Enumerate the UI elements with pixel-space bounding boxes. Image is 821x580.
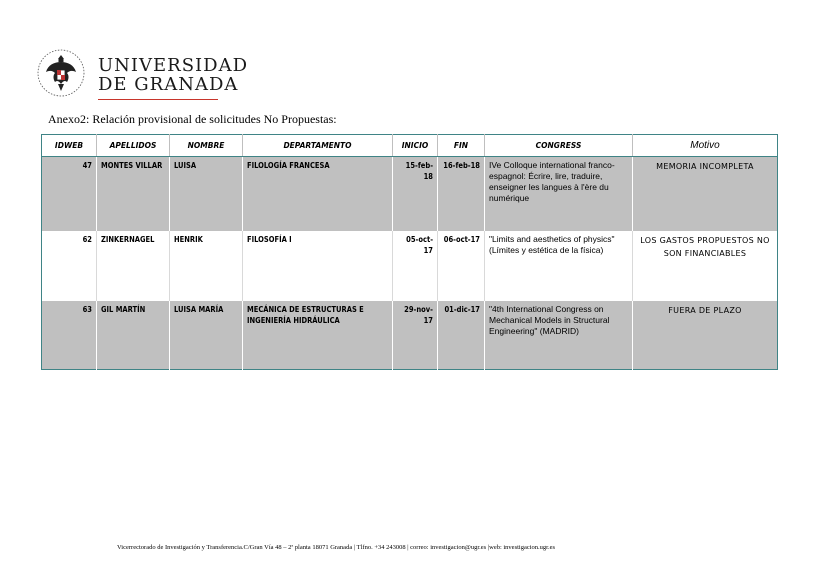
cell-inicio: 05-oct-17 bbox=[393, 231, 438, 301]
col-header-idweb: IDWEB bbox=[42, 135, 97, 157]
cell-fin: 06-oct-17 bbox=[438, 231, 485, 301]
col-header-apellidos: APELLIDOS bbox=[97, 135, 170, 157]
cell-idweb: 62 bbox=[42, 231, 97, 301]
header-divider bbox=[98, 99, 218, 100]
cell-fin: 01-dic-17 bbox=[438, 301, 485, 370]
cell-apellidos: MONTES VILLAR bbox=[97, 157, 170, 231]
table-row bbox=[42, 301, 778, 370]
cell-inicio: 15-feb-18 bbox=[393, 157, 438, 231]
cell-inicio: 29-nov-17 bbox=[393, 301, 438, 370]
university-name-line2: DE GRANADA bbox=[98, 74, 239, 95]
cell-congress: "4th International Congress on Mechanical Models in Structural Engineering" (MADRID) bbox=[485, 301, 633, 370]
cell-congress: IVe Colloque international franco-espagnol: Écrire, lire, traduire, enseigner les langues à l'ère du numérique bbox=[485, 157, 633, 231]
university-name-line1: UNIVERSIDAD bbox=[98, 55, 249, 76]
university-seal-icon bbox=[36, 46, 86, 100]
col-header-departamento: DEPARTAMENTO bbox=[243, 135, 393, 157]
cell-motivo: MEMORIA INCOMPLETA bbox=[633, 157, 778, 231]
col-header-inicio: INICIO bbox=[393, 135, 438, 157]
requests-table bbox=[41, 134, 778, 370]
cell-apellidos: ZINKERNAGEL bbox=[97, 231, 170, 301]
cell-nombre: LUISA bbox=[170, 157, 243, 231]
cell-idweb: 63 bbox=[42, 301, 97, 370]
cell-departamento: MECÁNICA DE ESTRUCTURAS E INGENIERÍA HIDRÁULICA bbox=[243, 301, 393, 370]
col-header-nombre: NOMBRE bbox=[170, 135, 243, 157]
col-header-fin: FIN bbox=[438, 135, 485, 157]
col-header-motivo: Motivo bbox=[633, 135, 778, 157]
cell-nombre: LUISA MARÍA bbox=[170, 301, 243, 370]
cell-fin: 16-feb-18 bbox=[438, 157, 485, 231]
col-header-congress: CONGRESS bbox=[485, 135, 633, 157]
cell-congress: "Limits and aesthetics of physics" (Límites y estética de la física) bbox=[485, 231, 633, 301]
cell-motivo: FUERA DE PLAZO bbox=[633, 301, 778, 370]
table-header-row bbox=[42, 135, 778, 157]
page-footer: Vicerrectorado de Investigación y Transferencia.C/Gran Vía 48 – 2ª planta 18071 Granada | Tlfno. +34 243008 | correo: investigacion@ugr.es |web: investigacion.ugr.es bbox=[117, 544, 556, 551]
annex-title: Anexo2: Relación provisional de solicitudes No Propuestas: bbox=[48, 112, 337, 126]
cell-departamento: FILOLOGÍA FRANCESA bbox=[243, 157, 393, 231]
table-row bbox=[42, 157, 778, 231]
cell-motivo: LOS GASTOS PROPUESTOS NO SON FINANCIABLES bbox=[633, 231, 778, 301]
university-name bbox=[98, 56, 248, 94]
cell-departamento: FILOSOFÍA I bbox=[243, 231, 393, 301]
cell-apellidos: GIL MARTÍN bbox=[97, 301, 170, 370]
cell-nombre: HENRIK bbox=[170, 231, 243, 301]
table-row bbox=[42, 231, 778, 301]
cell-idweb: 47 bbox=[42, 157, 97, 231]
